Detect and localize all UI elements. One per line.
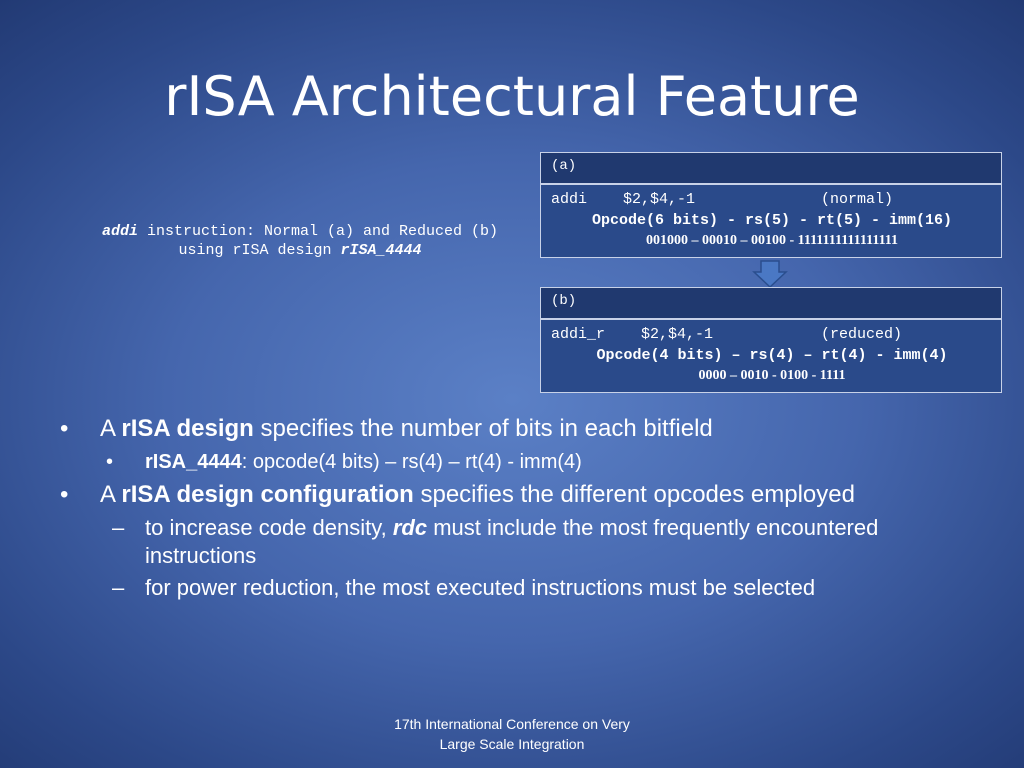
sub-bullet-code-density <box>60 514 980 570</box>
box-b-label: (b) <box>541 288 1001 320</box>
bullet-emphasis: rdc <box>392 515 428 540</box>
bullet-bold: rISA design <box>121 415 254 442</box>
caption-line-2 <box>60 241 540 260</box>
box-b-asm: addi_r $2,$4,-1 (reduced) <box>551 326 903 343</box>
bullet-risa-design <box>60 414 980 444</box>
sub-bullet-risa-4444 <box>60 448 980 476</box>
bullet-dot: • <box>106 451 114 473</box>
bullet-bold: rISA design configuration <box>121 481 414 508</box>
bullet-text: : opcode(4 bits) – rs(4) – rt(4) - imm(4) <box>241 451 582 473</box>
caption-instr: addi <box>101 223 138 240</box>
dash-glyph: – <box>112 575 125 600</box>
figure-caption <box>60 222 540 260</box>
bullet-text: to increase code density, <box>145 515 393 540</box>
bullet-text: specifies the number of bits in each bitfield <box>253 415 713 442</box>
slide-footer <box>362 714 662 754</box>
bullet-text: specifies the different opcodes employed <box>413 481 855 508</box>
bullet-text: for power reduction, the most executed instructions must be selected <box>145 575 816 600</box>
caption-line-1 <box>60 222 540 241</box>
caption-line2-prefix: using rISA design <box>178 242 341 259</box>
caption-design: rISA_4444 <box>340 242 422 259</box>
box-a-bits: 001000 – 00010 – 00100 - 1111111111111111 <box>645 233 899 248</box>
box-a-body <box>541 185 1001 257</box>
box-a-asm: addi $2,$4,-1 (normal) <box>551 191 894 208</box>
reduced-encoding-box <box>540 287 1002 393</box>
footer-line-1: 17th International Conference on Very <box>394 716 630 732</box>
down-arrow-icon <box>752 260 788 288</box>
bullet-dot: • <box>60 481 69 508</box>
box-a-label: (a) <box>541 153 1001 185</box>
dash-glyph: – <box>112 515 125 540</box>
footer-line-2: Large Scale Integration <box>439 736 585 752</box>
slide-title: rISA Architectural Feature <box>164 65 860 128</box>
box-b-bits: 0000 – 0010 - 0100 - 1111 <box>698 368 846 383</box>
box-b-body <box>541 320 1001 392</box>
bullet-list <box>60 414 980 606</box>
sub-bullet-power <box>60 574 980 602</box>
box-b-fields: Opcode(4 bits) – rs(4) – rt(4) - imm(4) <box>596 347 948 364</box>
bullet-bold: rISA_4444 <box>145 451 242 473</box>
bullet-risa-config <box>60 480 980 510</box>
bullet-text: A <box>100 415 122 442</box>
bullet-dot: • <box>60 415 69 442</box>
box-a-fields: Opcode(6 bits) - rs(5) - rt(5) - imm(16) <box>591 212 953 229</box>
bullet-text: A <box>100 481 122 508</box>
caption-line1-rest: instruction: Normal (a) and Reduced (b) <box>137 223 499 240</box>
bullet-text: must include the most frequently encountered instructions <box>145 515 879 568</box>
normal-encoding-box <box>540 152 1002 258</box>
